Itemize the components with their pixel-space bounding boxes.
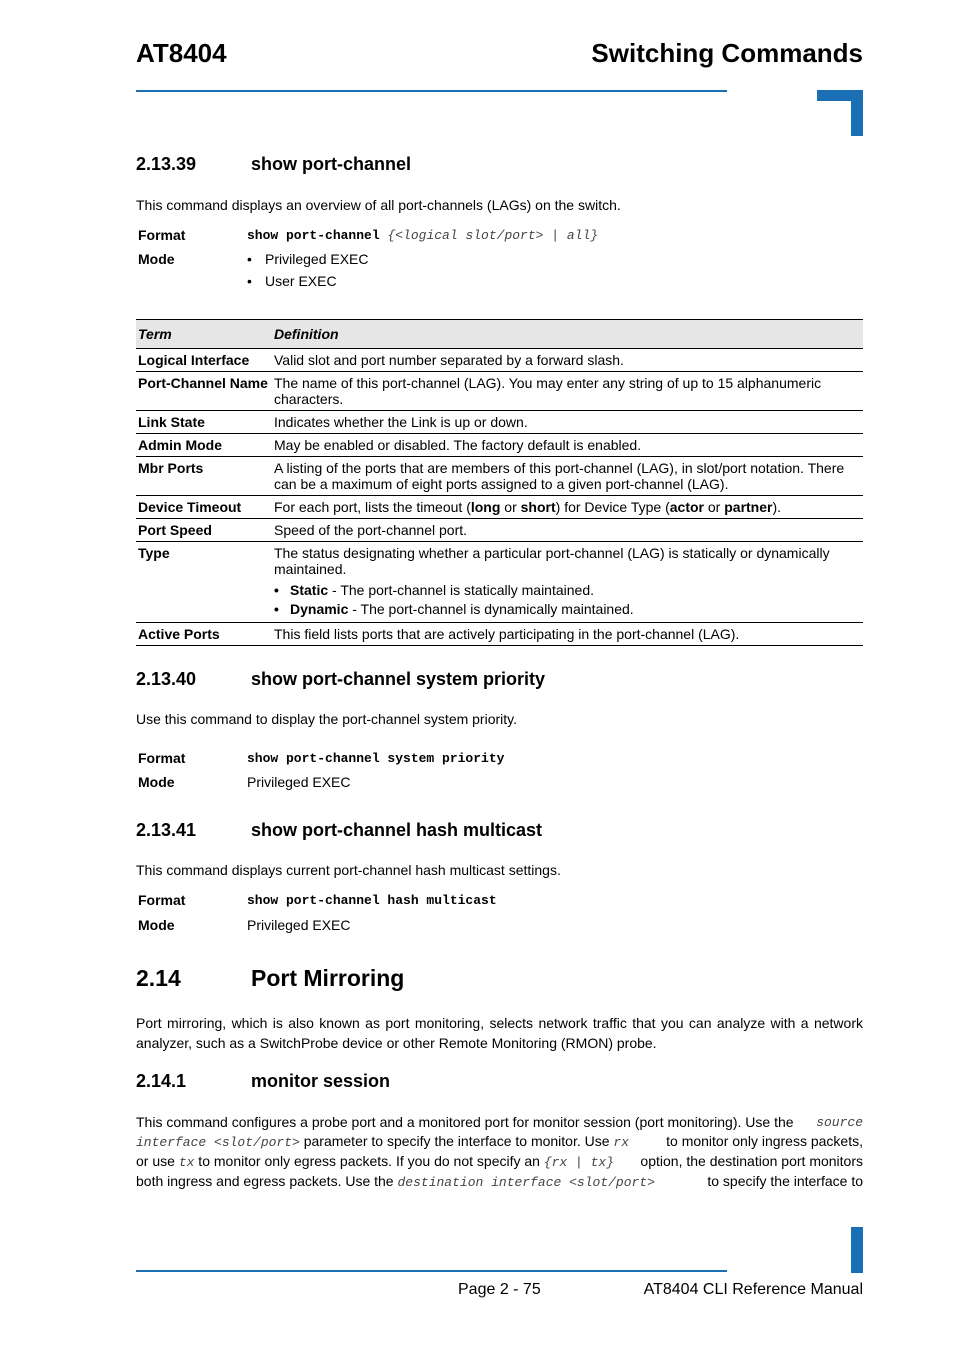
section-title: monitor session xyxy=(251,1071,391,1091)
table-row xyxy=(136,519,863,542)
mode-list xyxy=(247,250,369,291)
manual-title: AT8404 CLI Reference Manual xyxy=(643,1281,863,1298)
table-header-term: Term xyxy=(136,320,272,349)
term-cell: Device Timeout xyxy=(136,496,272,519)
format-command: show port-channel system priority xyxy=(247,751,505,766)
term-cell: Logical Interface xyxy=(136,349,272,372)
section-title: show port-channel hash multicast xyxy=(251,820,543,840)
section-description: This command displays current port-channel hash multicast settings. xyxy=(136,862,561,878)
mode-item: • Privileged EXEC xyxy=(247,251,369,267)
table-row xyxy=(136,457,863,496)
mode-label: Mode xyxy=(138,774,175,790)
mode-item: • User EXEC xyxy=(247,273,337,289)
corner-mark-top xyxy=(817,90,863,136)
format-command-args: {<logical slot/port> | all} xyxy=(387,228,599,243)
definition-cell: A listing of the ports that are members of this port-channel (LAG), in slot/port notation. There can be a maximum of eight ports assigned to a given port-channel (LAG). xyxy=(272,457,863,496)
table-header-row xyxy=(136,320,863,349)
chapter-section-number: 2.14 xyxy=(136,965,181,991)
section-number: 2.13.40 xyxy=(136,669,197,689)
corner-mark-bottom xyxy=(851,1227,863,1273)
definition-cell: The status designating whether a particular port-channel (LAG) is statically or dynamically maintained. • Static - The port-channel is statically maintained. • Dynamic - The port-channel is dynamically maintained. xyxy=(272,542,863,623)
term-cell: Port Speed xyxy=(136,519,272,542)
format-command-name: show port-channel xyxy=(247,228,380,243)
list-item: • Static - The port-channel is statically maintained. xyxy=(274,582,861,598)
format-label: Format xyxy=(138,750,186,766)
mode-label: Mode xyxy=(138,251,175,267)
mode-value: Privileged EXEC xyxy=(247,774,351,790)
definition-cell: May be enabled or disabled. The factory default is enabled. xyxy=(272,434,863,457)
list-item: • Dynamic - The port-channel is dynamically maintained. xyxy=(274,601,861,617)
format-command xyxy=(247,228,598,243)
mode-value: Privileged EXEC xyxy=(247,917,351,933)
table-row xyxy=(136,349,863,372)
format-label: Format xyxy=(138,227,186,243)
page-number: Page 2 - 75 xyxy=(458,1281,541,1298)
format-command: show port-channel hash multicast xyxy=(247,893,497,908)
definition-cell: Speed of the port-channel port. xyxy=(272,519,863,542)
table-row xyxy=(136,542,863,623)
monitor-session-description: This command configures a probe port and a monitored port for monitor session (port monitoring). Use the source interface <slot/port> parameter to specify the interface to monitor. Use rx to monitor only ingress packets, or use tx to monitor only egress packets. If you do not specify an {rx | tx} option, the destination port monitors both ingress and egress packets. Use the destination interface <slot/port> to specify the interface to xyxy=(136,1114,863,1190)
section-title: show port-channel xyxy=(251,154,412,174)
section-description: This command displays an overview of all port-channels (LAGs) on the switch. xyxy=(136,197,621,213)
term-cell: Type xyxy=(136,542,272,623)
definition-cell: The name of this port-channel (LAG). You may enter any string of up to 15 alphanumeric characters. xyxy=(272,372,863,411)
section-title: show port-channel system priority xyxy=(251,669,546,689)
section-description: Use this command to display the port-channel system priority. xyxy=(136,711,518,727)
term-cell: Port-Channel Name xyxy=(136,372,272,411)
section-number: 2.14.1 xyxy=(136,1071,187,1091)
header-product: AT8404 xyxy=(136,38,227,68)
term-cell: Link State xyxy=(136,411,272,434)
definition-cell: For each port, lists the timeout (long or short) for Device Type (actor or partner). xyxy=(272,496,863,519)
type-bullet-list xyxy=(274,582,861,617)
mode-label: Mode xyxy=(138,917,175,933)
header-chapter: Switching Commands xyxy=(591,38,863,68)
term-cell: Mbr Ports xyxy=(136,457,272,496)
term-cell: Admin Mode xyxy=(136,434,272,457)
format-label: Format xyxy=(138,892,186,908)
table-row xyxy=(136,372,863,411)
definition-cell: This field lists ports that are actively participating in the port-channel (LAG). xyxy=(272,623,863,646)
table-row xyxy=(136,434,863,457)
section-description: Port mirroring, which is also known as port monitoring, selects network traffic that you can analyze with a network analyzer, such as a SwitchProbe device or other Remote Monitoring (RMON) probe. xyxy=(136,1015,863,1051)
chapter-section-title: Port Mirroring xyxy=(251,965,405,991)
header-rule xyxy=(136,90,727,92)
term-cell: Active Ports xyxy=(136,623,272,646)
table-row xyxy=(136,496,863,519)
definitions-table xyxy=(136,319,863,646)
definition-cell: Valid slot and port number separated by a forward slash. xyxy=(272,349,863,372)
definition-cell: Indicates whether the Link is up or down. xyxy=(272,411,863,434)
table-row xyxy=(136,623,863,646)
footer-rule xyxy=(136,1270,727,1272)
section-number: 2.13.41 xyxy=(136,820,197,840)
table-header-definition: Definition xyxy=(272,320,863,349)
table-row xyxy=(136,411,863,434)
section-number: 2.13.39 xyxy=(136,154,197,174)
